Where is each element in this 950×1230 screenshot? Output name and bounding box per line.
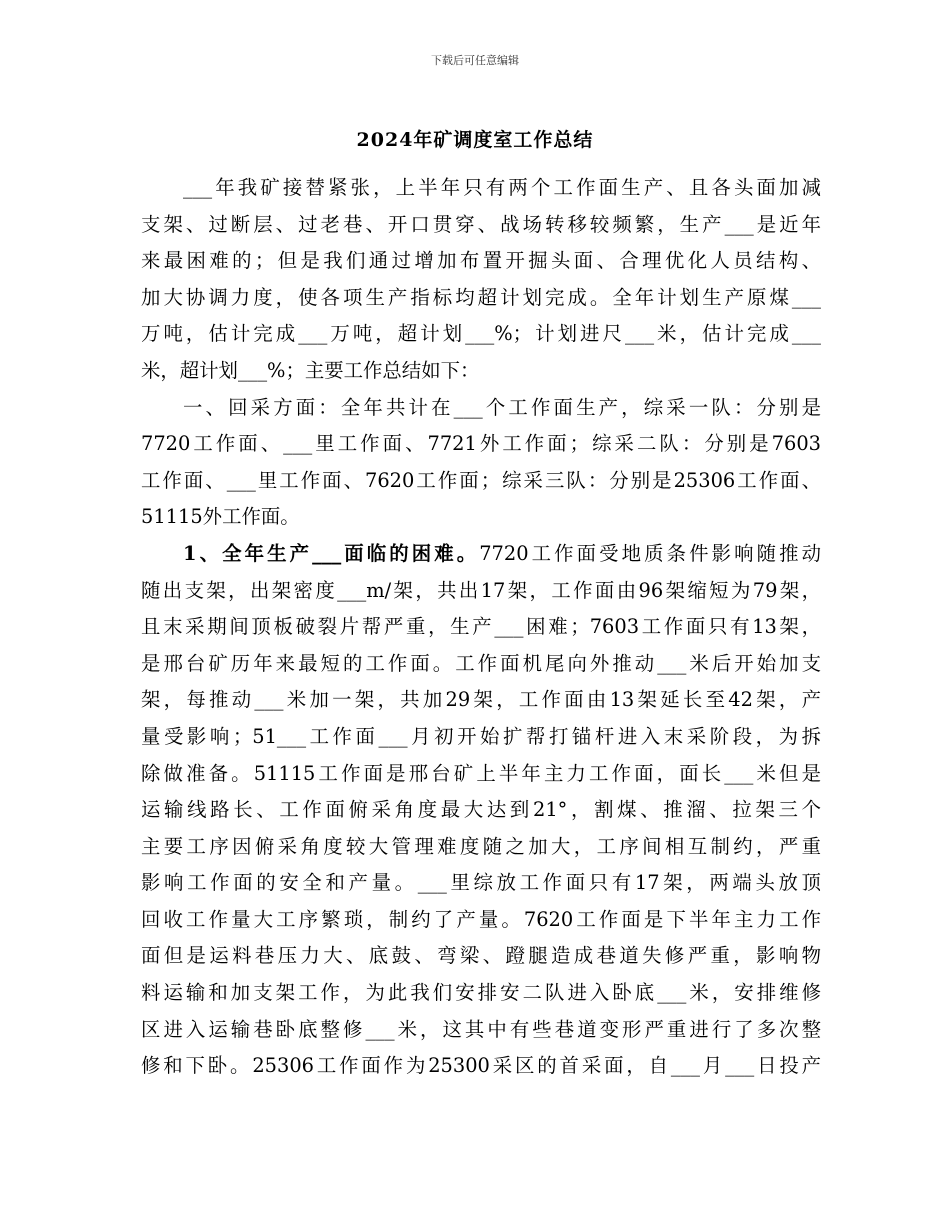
paragraph-line: 来最困难的；但是我们通过增加布置开掘头面、合理优化人员结构、 <box>141 249 821 273</box>
page-header-note: 下载后可任意编辑 <box>431 54 519 67</box>
paragraph-line: 一、回采方面：全年共计在___个工作面生产，综采一队：分别是 <box>183 395 821 419</box>
paragraph-line: 运输线路长、工作面俯采角度最大达到21°，割煤、推溜、拉架三个 <box>141 798 821 822</box>
paragraph-line: 主要工序因俯采角度较大管理难度随之加大，工序间相互制约，严重 <box>141 834 821 858</box>
paragraph-line: 架，每推动___米加一架，共加29架，工作面由13架延长至42架，产 <box>141 688 821 712</box>
paragraph-line: 万吨，估计完成___万吨，超计划___%；计划进尺___米，估计完成___ <box>141 322 821 346</box>
paragraph-text: 7720工作面受地质条件影响随推动 <box>479 541 821 565</box>
paragraph-line: 加大协调力度，使各项生产指标均超计划完成。全年计划生产原煤___ <box>141 285 821 309</box>
paragraph-line: 面但是运料巷压力大、底鼓、弯梁、蹬腿造成巷道失修严重，影响物 <box>141 944 821 968</box>
paragraph-line: 除做准备。51115工作面是邢台矿上半年主力工作面，面长___米但是 <box>141 761 821 785</box>
paragraph-line: 回收工作量大工序繁琐，制约了产量。7620工作面是下半年主力工作 <box>141 907 821 931</box>
paragraph-line-with-heading <box>141 536 821 573</box>
paragraph-line: 支架、过断层、过老巷、开口贯穿、战场转移较频繁，生产___是近年 <box>141 212 821 236</box>
paragraph-line: 7720工作面、___里工作面、7721外工作面；综采二队：分别是7603 <box>141 432 821 456</box>
paragraph-line: 修和下卧。25306工作面作为25300采区的首采面，自___月___日投产 <box>141 1054 821 1078</box>
paragraph-line: 米，超计划___%；主要工作总结如下： <box>141 358 480 382</box>
paragraph-line: 随出支架，出架密度___m/架，共出17架，工作面由96架缩短为79架， <box>141 578 821 602</box>
paragraph-line: ___年我矿接替紧张，上半年只有两个工作面生产、且各头面加减 <box>183 176 821 199</box>
paragraph-line: 影响工作面的安全和产量。___里综放工作面只有17架，两端头放顶 <box>141 871 821 895</box>
document-title: 2024年矿调度室工作总结 <box>356 129 594 151</box>
paragraph-line: 区进入运输巷卧底整修___米，这其中有些巷道变形严重进行了多次整 <box>141 1017 821 1041</box>
section-heading: 1、全年生产___面临的困难。 <box>183 541 480 565</box>
paragraph-line: 料运输和加支架工作，为此我们安排安二队进入卧底___米，安排维修 <box>141 981 821 1005</box>
document-body <box>141 170 821 1085</box>
paragraph-line: 量受影响；51___工作面___月初开始扩帮打锚杆进入末采阶段，为拆 <box>141 724 821 748</box>
paragraph-line: 是邢台矿历年来最短的工作面。工作面机尾向外推动___米后开始加支 <box>141 651 821 675</box>
paragraph-line: 且末采期间顶板破裂片帮严重，生产___困难；7603工作面只有13架， <box>141 615 821 639</box>
paragraph-line: 51115外工作面。 <box>141 505 300 529</box>
paragraph-line: 工作面、___里工作面、7620工作面；综采三队：分别是25306工作面、 <box>141 468 821 492</box>
